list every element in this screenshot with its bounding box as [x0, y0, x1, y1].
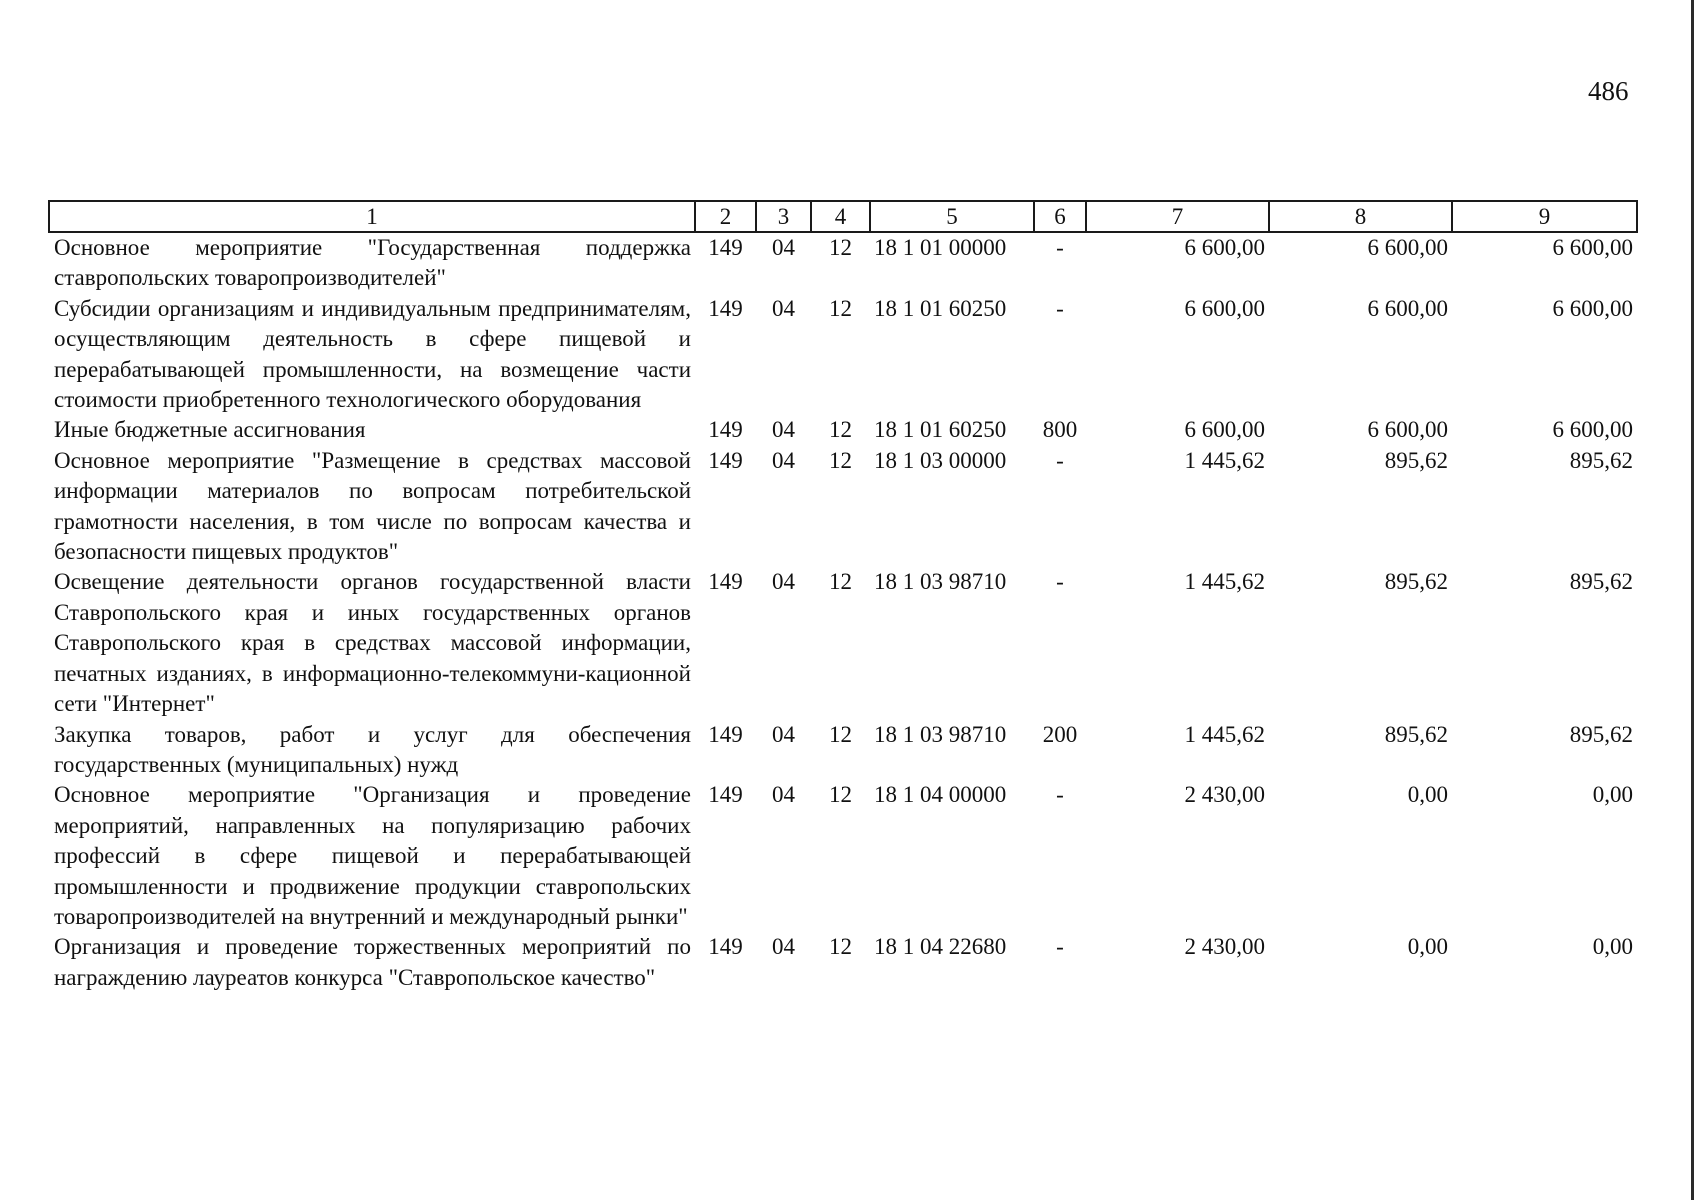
row-amount-2: 0,00 [1407, 934, 1448, 960]
table-row [49, 415, 1637, 445]
row-amount-3: 0,00 [1592, 782, 1633, 808]
header-cell: 4 [811, 201, 870, 232]
table-header [49, 201, 1637, 232]
row-amount-1: 6 600,00 [1184, 295, 1265, 321]
header-cell: 7 [1086, 201, 1269, 232]
row-amount-1: 1 445,62 [1184, 447, 1265, 473]
row-expense-type: - [1056, 235, 1064, 260]
header-row [49, 201, 1637, 232]
header-cell: 6 [1034, 201, 1086, 232]
row-ministry: 149 [708, 417, 743, 443]
header-cell: 9 [1452, 201, 1637, 232]
row-section: 04 [772, 782, 795, 808]
row-ministry: 149 [708, 934, 743, 960]
table-row [49, 567, 1637, 719]
row-amount-3: 895,62 [1569, 447, 1633, 473]
row-target-code: 18 1 01 60250 [874, 295, 1007, 321]
row-amount-2: 0,00 [1407, 782, 1448, 808]
table-row [49, 932, 1637, 993]
row-section: 04 [772, 934, 795, 960]
row-subsection: 12 [829, 721, 852, 747]
row-amount-3: 895,62 [1569, 569, 1633, 595]
row-amount-2: 895,62 [1384, 721, 1448, 747]
row-amount-1: 2 430,00 [1184, 934, 1265, 960]
row-target-code: 18 1 03 98710 [874, 721, 1007, 747]
row-ministry: 149 [708, 295, 743, 321]
row-target-code: 18 1 04 22680 [874, 934, 1007, 960]
row-ministry: 149 [708, 235, 743, 260]
row-subsection: 12 [829, 569, 852, 595]
row-amount-3: 6 600,00 [1552, 295, 1633, 321]
row-expense-type: - [1056, 782, 1064, 808]
row-expense-type: - [1056, 295, 1064, 321]
header-cell: 1 [49, 201, 695, 232]
row-name: Освещение деятельности органов государственной власти Ставропольского края и иных государственных органов Ставропольского края в средствах массовой информации, печатных изданиях, в информационно-телекоммуни-кационной сети "Интернет" [54, 569, 691, 717]
row-amount-1: 6 600,00 [1184, 235, 1265, 260]
row-expense-type: - [1056, 934, 1064, 960]
table-row [49, 294, 1637, 416]
row-name: Основное мероприятие "Организация и проведение мероприятий, направленных на популяризацию рабочих профессий в сфере пищевой и перерабатывающей промышленности и продвижение продукции ставропольских товаропроизводителей на внутренний и международный рынки" [54, 782, 691, 929]
row-amount-1: 2 430,00 [1184, 782, 1265, 808]
row-ministry: 149 [708, 721, 743, 747]
row-expense-type: 200 [1042, 721, 1078, 747]
row-subsection: 12 [829, 295, 852, 321]
row-target-code: 18 1 03 98710 [874, 569, 1007, 595]
row-amount-2: 6 600,00 [1367, 295, 1448, 321]
row-amount-1: 1 445,62 [1184, 569, 1265, 595]
row-amount-2: 895,62 [1384, 569, 1448, 595]
row-amount-2: 895,62 [1384, 447, 1448, 473]
row-subsection: 12 [829, 782, 852, 808]
row-section: 04 [772, 417, 795, 443]
row-section: 04 [772, 295, 795, 321]
row-ministry: 149 [708, 447, 743, 473]
page-number: 486 [1588, 76, 1629, 106]
row-amount-3: 895,62 [1569, 721, 1633, 747]
row-name: Организация и проведение торжественных мероприятий по награждению лауреатов конкурса "Ставропольское качество" [54, 934, 691, 990]
row-target-code: 18 1 04 00000 [874, 782, 1007, 808]
header-cell: 2 [695, 201, 756, 232]
row-ministry: 149 [708, 782, 743, 808]
row-amount-3: 6 600,00 [1552, 235, 1633, 260]
row-section: 04 [772, 235, 795, 260]
row-expense-type: 800 [1042, 417, 1078, 443]
row-section: 04 [772, 569, 795, 595]
table-row [49, 446, 1637, 568]
row-target-code: 18 1 01 00000 [874, 235, 1007, 260]
row-name: Основное мероприятие "Размещение в средствах массовой информации материалов по вопросам потребительской грамотности населения, в том числе по вопросам качества и безопасности пищевых продуктов" [54, 447, 691, 565]
page-edge-line [1691, 0, 1694, 1200]
row-amount-1: 6 600,00 [1184, 417, 1265, 443]
row-subsection: 12 [829, 235, 852, 260]
table-row [49, 232, 1637, 294]
row-section: 04 [772, 447, 795, 473]
table-row [49, 720, 1637, 781]
row-subsection: 12 [829, 447, 852, 473]
row-amount-2: 6 600,00 [1367, 417, 1448, 443]
row-target-code: 18 1 01 60250 [874, 417, 1007, 443]
row-expense-type: - [1056, 569, 1064, 595]
row-name: Основное мероприятие "Государственная поддержка ставропольских товаропроизводителей" [54, 235, 691, 291]
row-subsection: 12 [829, 417, 852, 443]
budget-table [48, 200, 1638, 993]
row-target-code: 18 1 03 00000 [874, 447, 1007, 473]
header-cell: 5 [870, 201, 1034, 232]
row-amount-1: 1 445,62 [1184, 721, 1265, 747]
table-row [49, 780, 1637, 932]
header-cell: 3 [756, 201, 811, 232]
row-section: 04 [772, 721, 795, 747]
row-expense-type: - [1056, 447, 1064, 473]
row-amount-3: 6 600,00 [1552, 417, 1633, 443]
row-name: Иные бюджетные ассигнования [54, 417, 366, 443]
table-body [49, 232, 1637, 993]
header-cell: 8 [1269, 201, 1452, 232]
row-ministry: 149 [708, 569, 743, 595]
row-amount-3: 0,00 [1592, 934, 1633, 960]
row-subsection: 12 [829, 934, 852, 960]
row-name: Субсидии организациям и индивидуальным предпринимателям, осуществляющим деятельность в сфере пищевой и перерабатывающей промышленности, на возмещение части стоимости приобретенного технологического оборудования [54, 295, 691, 413]
row-name: Закупка товаров, работ и услуг для обеспечения государственных (муниципальных) нужд [54, 721, 691, 777]
row-amount-2: 6 600,00 [1367, 235, 1448, 260]
